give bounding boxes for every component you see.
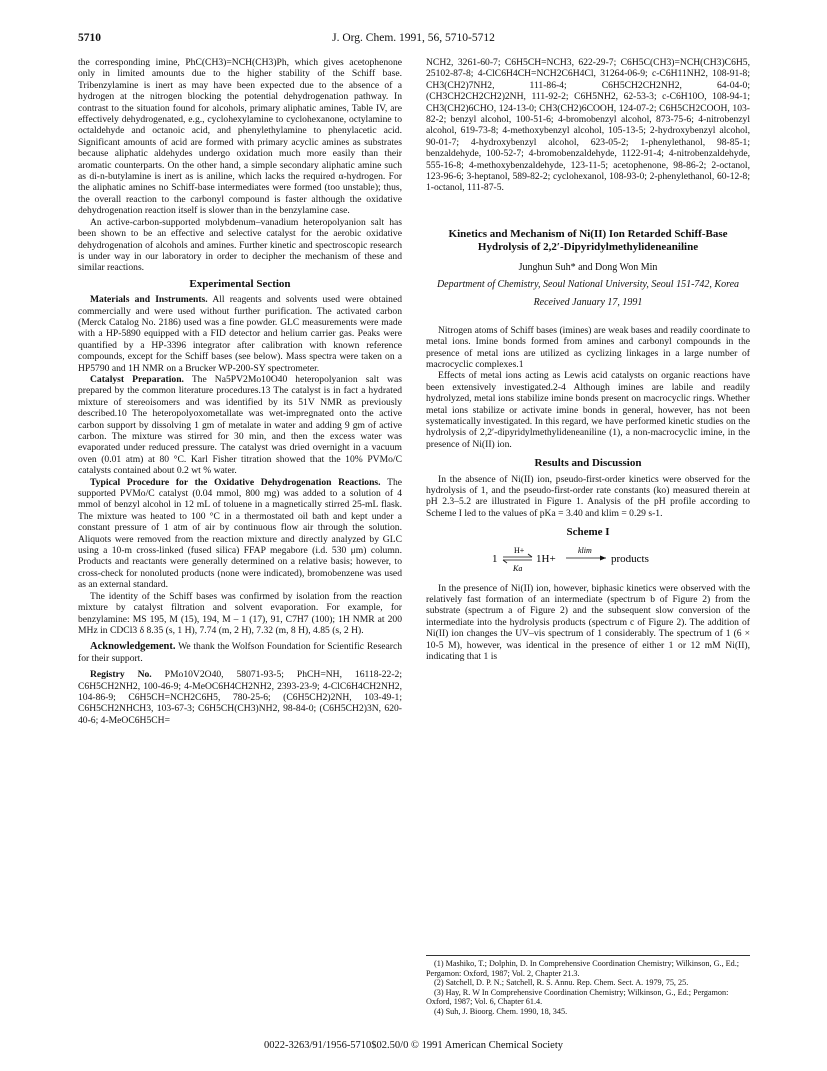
paragraph-results-2: In the presence of Ni(II) ion, however, biphasic kinetics were observed with the relatively fast formation of an intermediate (spectrum b of Figure 2) from the substrate (spectrum a of Figure 2) and the subsequent slow conversion of the intermediate into the hydrolysis products (spectrum c of Figure 2). The addition of Ni(II) ion changes the UV–vis spectrum of 1 considerably. The spectrum of 1 (6 × 10-5 M), however, was identical in the presence of either 1 or 12 mM Ni(II), indicating that 1 is <box>426 582 750 663</box>
scheme-diagram <box>426 545 750 573</box>
scheme-arrow-head-backward <box>503 560 507 563</box>
article-authors: Junghun Suh* and Dong Won Min <box>518 261 658 273</box>
paragraph-registry <box>78 669 402 726</box>
section-heading-experimental: Experimental Section <box>189 277 291 290</box>
runin-materials: Materials and Instruments. <box>90 294 208 306</box>
footnote-1: (1) Mashiko, T.; Dolphin, D. In Comprehensive Coordination Chemistry; Wilkinson, G., Ed.; Pergamon: Oxford, 1987; Vol. 2, Chapter 21.3. <box>426 959 740 978</box>
paragraph-procedure <box>78 477 402 591</box>
acknowledgement-text: We thank the Wolfson Foundation for Scientific Research for their support. <box>78 641 402 664</box>
footnote-3: (3) Hay, R. W In Comprehensive Coordination Chemistry; Wilkinson, G., Ed.; Pergamon: Oxford, 1987; Vol. 6, Chapter 61.4. <box>426 987 729 1007</box>
paragraph-results-1: In the absence of Ni(II) ion, pseudo-first-order kinetics were observed for the hydrolysis of 1, and the pseudo-first-order rate constants (ko) measured therein at pH 2.3–5.2 are illustrated in Figure 1. Analysis of the pH profile according to Scheme I led to the values of pKa = 3.40 and klim = 0.29 s-1. <box>426 473 750 519</box>
journal-citation: J. Org. Chem. 1991, 56, 5710-5712 <box>332 32 495 44</box>
paragraph-continued: the corresponding imine, PhC(CH3)=NCH(CH3)Ph, which gives acetophenone only in limited amounts due to the higher stability of the Schiff base. Tribenzylamine is inert as may have been expected due to the absence of a hydrogen at the nitrogen blocking the potential dehydrogenation pathway. In contrast to the situation found for alcohols, primary aliphatic amines, Table IV, are effectively dehydrogenated, e.g., cyclohexylamine to cyclohexanone, octylamine to octaldehyde and octanoic acid, and phenylethylamine to phenylacetic acid. Significant amounts of acid are formed with primary acyclic amines as substrates because aliphatic aldehydes undergo oxidation much more easily than their aromatic counterparts. On the other hand, a simple secondary aliphatic amine such as di-n-butylamine is inert as is aniline, which lacks the required α-hydrogen. For the aliphatic amines no Schiff-base intermediates were formed (too unstable); thus, the overall reaction to the carbonyl compound is faster although the oxidative dehydrogenation reaction itself is slower than in the benzylamine case. <box>78 57 402 217</box>
scheme-product: products <box>611 552 649 565</box>
footnote-2: (2) Satchell, D. P. N.; Satchell, R. S. Annu. Rep. Chem. Sect. A. 1979, 75, 25. <box>434 978 689 988</box>
procedure-text: The supported PVMo/C catalyst (0.04 mmol, 800 mg) was added to a solution of 4 mmol of benzyl alcohol in 12 mL of toluene in a magnetically stirred 25-mL flask. The mixture was heated to 100 °C in a thermostated oil bath and kept under a constant pressure of 1 atm of air by continuous flow air through the solution. Aliquots were removed from the reaction mixture and directly analyzed by GLC using a 10-m cross-linked (fused silica) FFAP megabore (i.d. 530 μm) column. Products and reactants were generally determined on a relative basis; however, to cross-check for nonoluted products (none were indicated), bromobenzene was used as an external standard. <box>78 476 402 591</box>
registry-continued: NCH2, 3261-60-7; C6H5CH=NCH3, 622-29-7; C6H5C(CH3)=NCH(CH3)C6H5, 25102-87-8; 4-ClC6H4CH=NCH2C6H4Cl, 31264-06-9; c-C6H11NH2, 108-91-8; CH3(CH2)7NH2, 111-86-4; C6H5CH2CH2NH2, 64-04-0; (CH3CH2CH2CH2)2NH, 111-92-2; C6H5NH2, 62-53-3; c-C6H10O, 108-94-1; CH3(CH2)6CHO, 124-13-0; CH3(CH2)6COOH, 124-07-2; C6H5CH2COOH, 103-82-2; benzyl alcohol, 100-51-6; 4-bromobenzyl alcohol, 873-75-6; 4-nitrobenzyl alcohol, 619-73-8; 4-methoxybenzyl alcohol, 105-13-5; 2-hydroxybenzyl alcohol, 90-01-7; 4-hydroxybenzyl alcohol, 623-05-2; 1-phenylethanol, 98-85-1; benzaldehyde, 100-52-7; 4-bromobenzaldehyde, 1122-91-4; 4-nitrobenzaldehyde, 555-16-8; 4-methoxybenzaldehyde, 123-11-5; acetophenone, 98-86-2; 2-octanol, 123-96-6; 3-heptanol, 589-82-2; cyclohexanol, 108-93-0; 2-phenylethanol, 60-12-8; 1-octanol, 111-87-5. <box>426 57 750 194</box>
scheme-reactant: 1 <box>492 552 498 565</box>
article-affiliation: Department of Chemistry, Seoul National University, Seoul 151-742, Korea <box>436 279 740 291</box>
materials-text: All reagents and solvents used were obtained commercially and were used without further purification. The activated carbon (Merck Catalog No. 2186) used was a fine powder. GLC measurements were made with a HP-5890 equipped with a FID detector and helium carrier gas. Peaks were quantified by a HP-3396 integrator after calibration with known reference compounds, except for the Schiff bases (see below). Mass spectra were taken on a HP5790 and 1H NMR on a Brucker WP-200-SY spectrometer. <box>78 294 402 374</box>
paragraph-identity: The identity of the Schiff bases was confirmed by isolation from the reaction mixture by catalyst filtration and solvent evaporation. For example, for benzylamine: MS 195, M (15), 194, M – 1 (17), 91, C7H7 (100); 1H NMR at 200 MHz in CDCl3 δ 8.35 (s, 1 H), 7.74 (m, 2 H), 7.32 (m, 8 H), 4.85 (s, 2 H). <box>78 590 402 636</box>
paragraph-intro-1: Nitrogen atoms of Schiff bases (imines) are weak bases and readily coordinate to metal ions. Imine bonds formed from amines and carbonyl compounds in the presence of metal ions are utilized as cyclizing linkages in a large number of macrocyclic complexes.1 <box>426 324 750 370</box>
received-date: Received January 17, 1991 <box>533 297 643 309</box>
acknowledgement-heading: Acknowledgement. <box>90 641 176 653</box>
runin-procedure: Typical Procedure for the Oxidative Dehydrogenation Reactions. <box>90 476 381 488</box>
registry-text: PMo10V2O40, 58071-93-5; PhCH=NH, 16118-22-2; C6H5CH2NH2, 100-46-9; 4-MeOC6H4CH2NH2, 2393-23-9; 4-ClC6H4CH2NH2, 104-86-9; C6H5CH=NCH2C6H5, 780-25-6; (C6H5CH2)2NH, 103-49-1; C6H5CH2NHCH3, 103-67-3; C6H5CH(CH3)NH2, 98-84-0; (C6H5CH2)3N, 620-40-6; 4-MeOC6H5CH= <box>78 669 403 726</box>
section-heading-results: Results and Discussion <box>534 457 642 470</box>
scheme-arrow-head-forward <box>528 554 532 557</box>
scheme-top1: H+ <box>514 545 525 555</box>
paragraph-catalyst <box>78 374 402 477</box>
paragraph-intro-2: Effects of metal ions acting as Lewis acid catalysts on organic reactions have been extensively investigated.2-4 Although imines are labile and readily hydrolyzed, metal ions stabilize imine bonds present on macrocyclic rings. Whether metal ions stabilize or activate imine bonds in general, however, has not been systematically investigated. In this regard, we have performed kinetic studies on the hydrolysis of 2,2′-dipyridylmethylideneaniline (1), a non-macrocyclic imine, in the presence of Ni(II) ion. <box>426 370 750 450</box>
scheme-intermediate: 1H+ <box>536 552 556 565</box>
footnote-4: (4) Suh, J. Bioorg. Chem. 1990, 18, 345. <box>434 1006 568 1016</box>
scheme-title: Scheme I <box>566 526 610 539</box>
paragraph-materials <box>78 294 402 374</box>
page-footer: 0022-3263/91/1956-5710$02.50/0 © 1991 American Chemical Society <box>263 1040 564 1051</box>
catalyst-text: The Na5PV2Mo10O40 heteropolyanion salt was prepared by the common literature procedures.13 The catalyst is in fact a hydrated mixture of stereoisomers and was identified by its 51V NMR as previously described.10 The heteropolyoxometallate was wet-impregnated onto the active carbon support by dissolving 1 gm of metalate in water and adding 9 gm of active carbon. The mixture was stirred for 30 min, and then the excess water was evaporated under reduced pressure. The catalyst was dried overnight in a vacuum oven (0.01 atm) at 80 °C. Karl Fisher titration showed that the 10% PVMo/C catalysts contained about 0.2 wt % water. <box>78 373 402 477</box>
paragraph-conclusion: An active-carbon-supported molybdenum–vanadium heteropolyanion salt has been shown to be an effective and selective catalyst for the aerobic oxidative dehydrogenation of alcohols and amines. Further kinetic and spectroscopic research is under way in our laboratory in order to decipher the mechanism of these and similar reactions. <box>78 216 402 274</box>
footnotes <box>426 955 750 1017</box>
right-column <box>426 57 750 662</box>
paragraph-acknowledgement <box>78 641 402 664</box>
left-column <box>78 57 402 726</box>
runin-catalyst: Catalyst Preparation. <box>90 373 184 385</box>
page-number: 5710 <box>78 32 101 44</box>
article-title: Kinetics and Mechanism of Ni(II) Ion Retarded Schiff-Base Hydrolysis of 2,2′-Dipyridylmethylideneaniline <box>448 227 728 253</box>
registry-heading: Registry No. <box>90 669 152 681</box>
scheme-svg <box>488 545 688 573</box>
scheme-bottom1: Ka <box>513 563 523 573</box>
scheme-top2: klim <box>578 545 592 555</box>
scheme-arrow-head-rate <box>600 555 606 560</box>
page-header <box>78 32 749 48</box>
